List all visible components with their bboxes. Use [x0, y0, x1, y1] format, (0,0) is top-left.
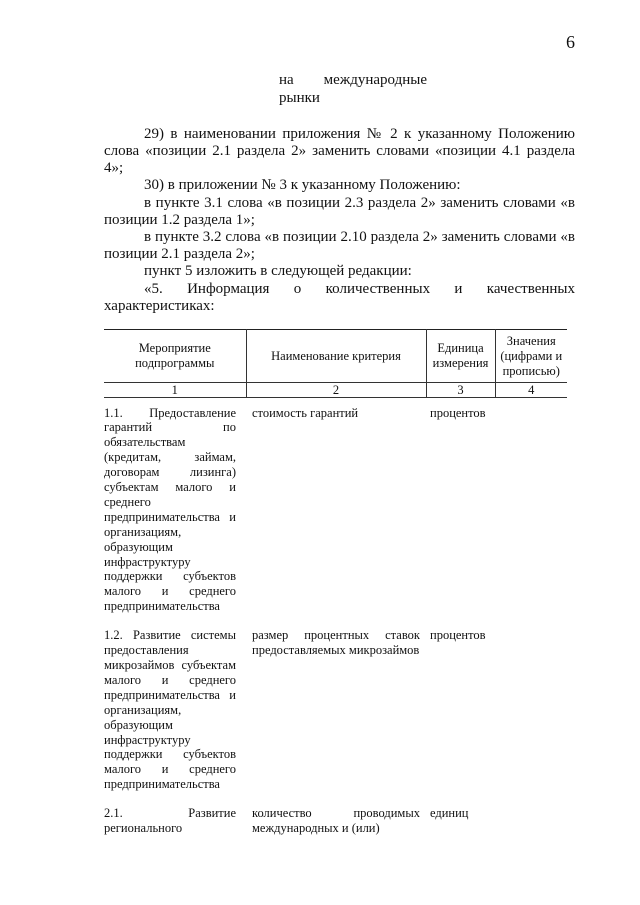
row-event: 1.2. Развитие системы предоставления микрозаймов субъектам малого и среднего предпринимательства и организациям, образующим инфраструктуру поддержки субъектов малого и среднего предпринимательства	[104, 628, 236, 792]
row-value	[495, 628, 567, 792]
row-event: 1.1. Предоставление гарантий по обязательствам (кредитам, займам, договорам лизинга) субъектам малого и среднего предпринимательства и организациям, образующим инфраструктуру поддержки субъектов малого и среднего предпринимательства	[104, 405, 236, 614]
column-number: 3	[426, 383, 495, 398]
row-unit: единиц	[430, 806, 469, 821]
paragraph-30: 30) в приложении № 3 к указанному Положению:	[144, 177, 461, 193]
header-criterion: Наименование критерия	[246, 330, 426, 383]
characteristics-table	[104, 329, 567, 836]
paragraph-info-heading: «5. Информация о количественных и качественных характеристиках:	[104, 281, 575, 314]
row-unit: процентов	[430, 405, 486, 420]
table-row	[104, 806, 567, 836]
table-row	[104, 406, 567, 615]
paragraph-point-3-1: в пункте 3.1 слова «в позиции 2.3 раздела 2» заменить словами «в позиции 1.2 раздела 1»;	[104, 195, 575, 228]
paragraph-point-5: пункт 5 изложить в следующей редакции:	[144, 263, 412, 279]
header-unit: Единица измерения	[426, 330, 495, 383]
row-value	[495, 406, 567, 615]
row-unit: процентов	[430, 628, 486, 643]
row-criterion: размер процентных ставок предоставляемых микрозаймов	[252, 628, 420, 658]
continuation-line-2: рынки	[279, 90, 320, 106]
paragraph-point-3-2: в пункте 3.2 слова «в позиции 2.10 раздела 2» заменить словами «в позиции 2.1 раздела 2»;	[104, 229, 575, 262]
table-column-numbers	[104, 383, 567, 398]
row-event: 2.1. Развитие регионального	[104, 806, 236, 836]
row-criterion: стоимость гарантий	[252, 405, 359, 420]
column-number: 4	[495, 383, 567, 398]
table-row	[104, 628, 567, 792]
row-criterion: количество проводимых международных и (или)	[252, 806, 420, 836]
column-number: 2	[246, 383, 426, 398]
paragraph-29: 29) в наименовании приложения № 2 к указанному Положению слова «позиции 2.1 раздела 2» заменить словами «позиции 4.1 раздела 4»;	[104, 126, 575, 176]
row-value	[495, 806, 567, 836]
header-event: Мероприятие подпрограммы	[104, 330, 246, 383]
header-value: Значения (цифрами и прописью)	[495, 330, 567, 383]
continuation-line-1: на международные	[279, 72, 427, 88]
table-header-row	[104, 330, 567, 383]
page-number: 6	[566, 32, 575, 52]
column-number: 1	[104, 383, 246, 398]
